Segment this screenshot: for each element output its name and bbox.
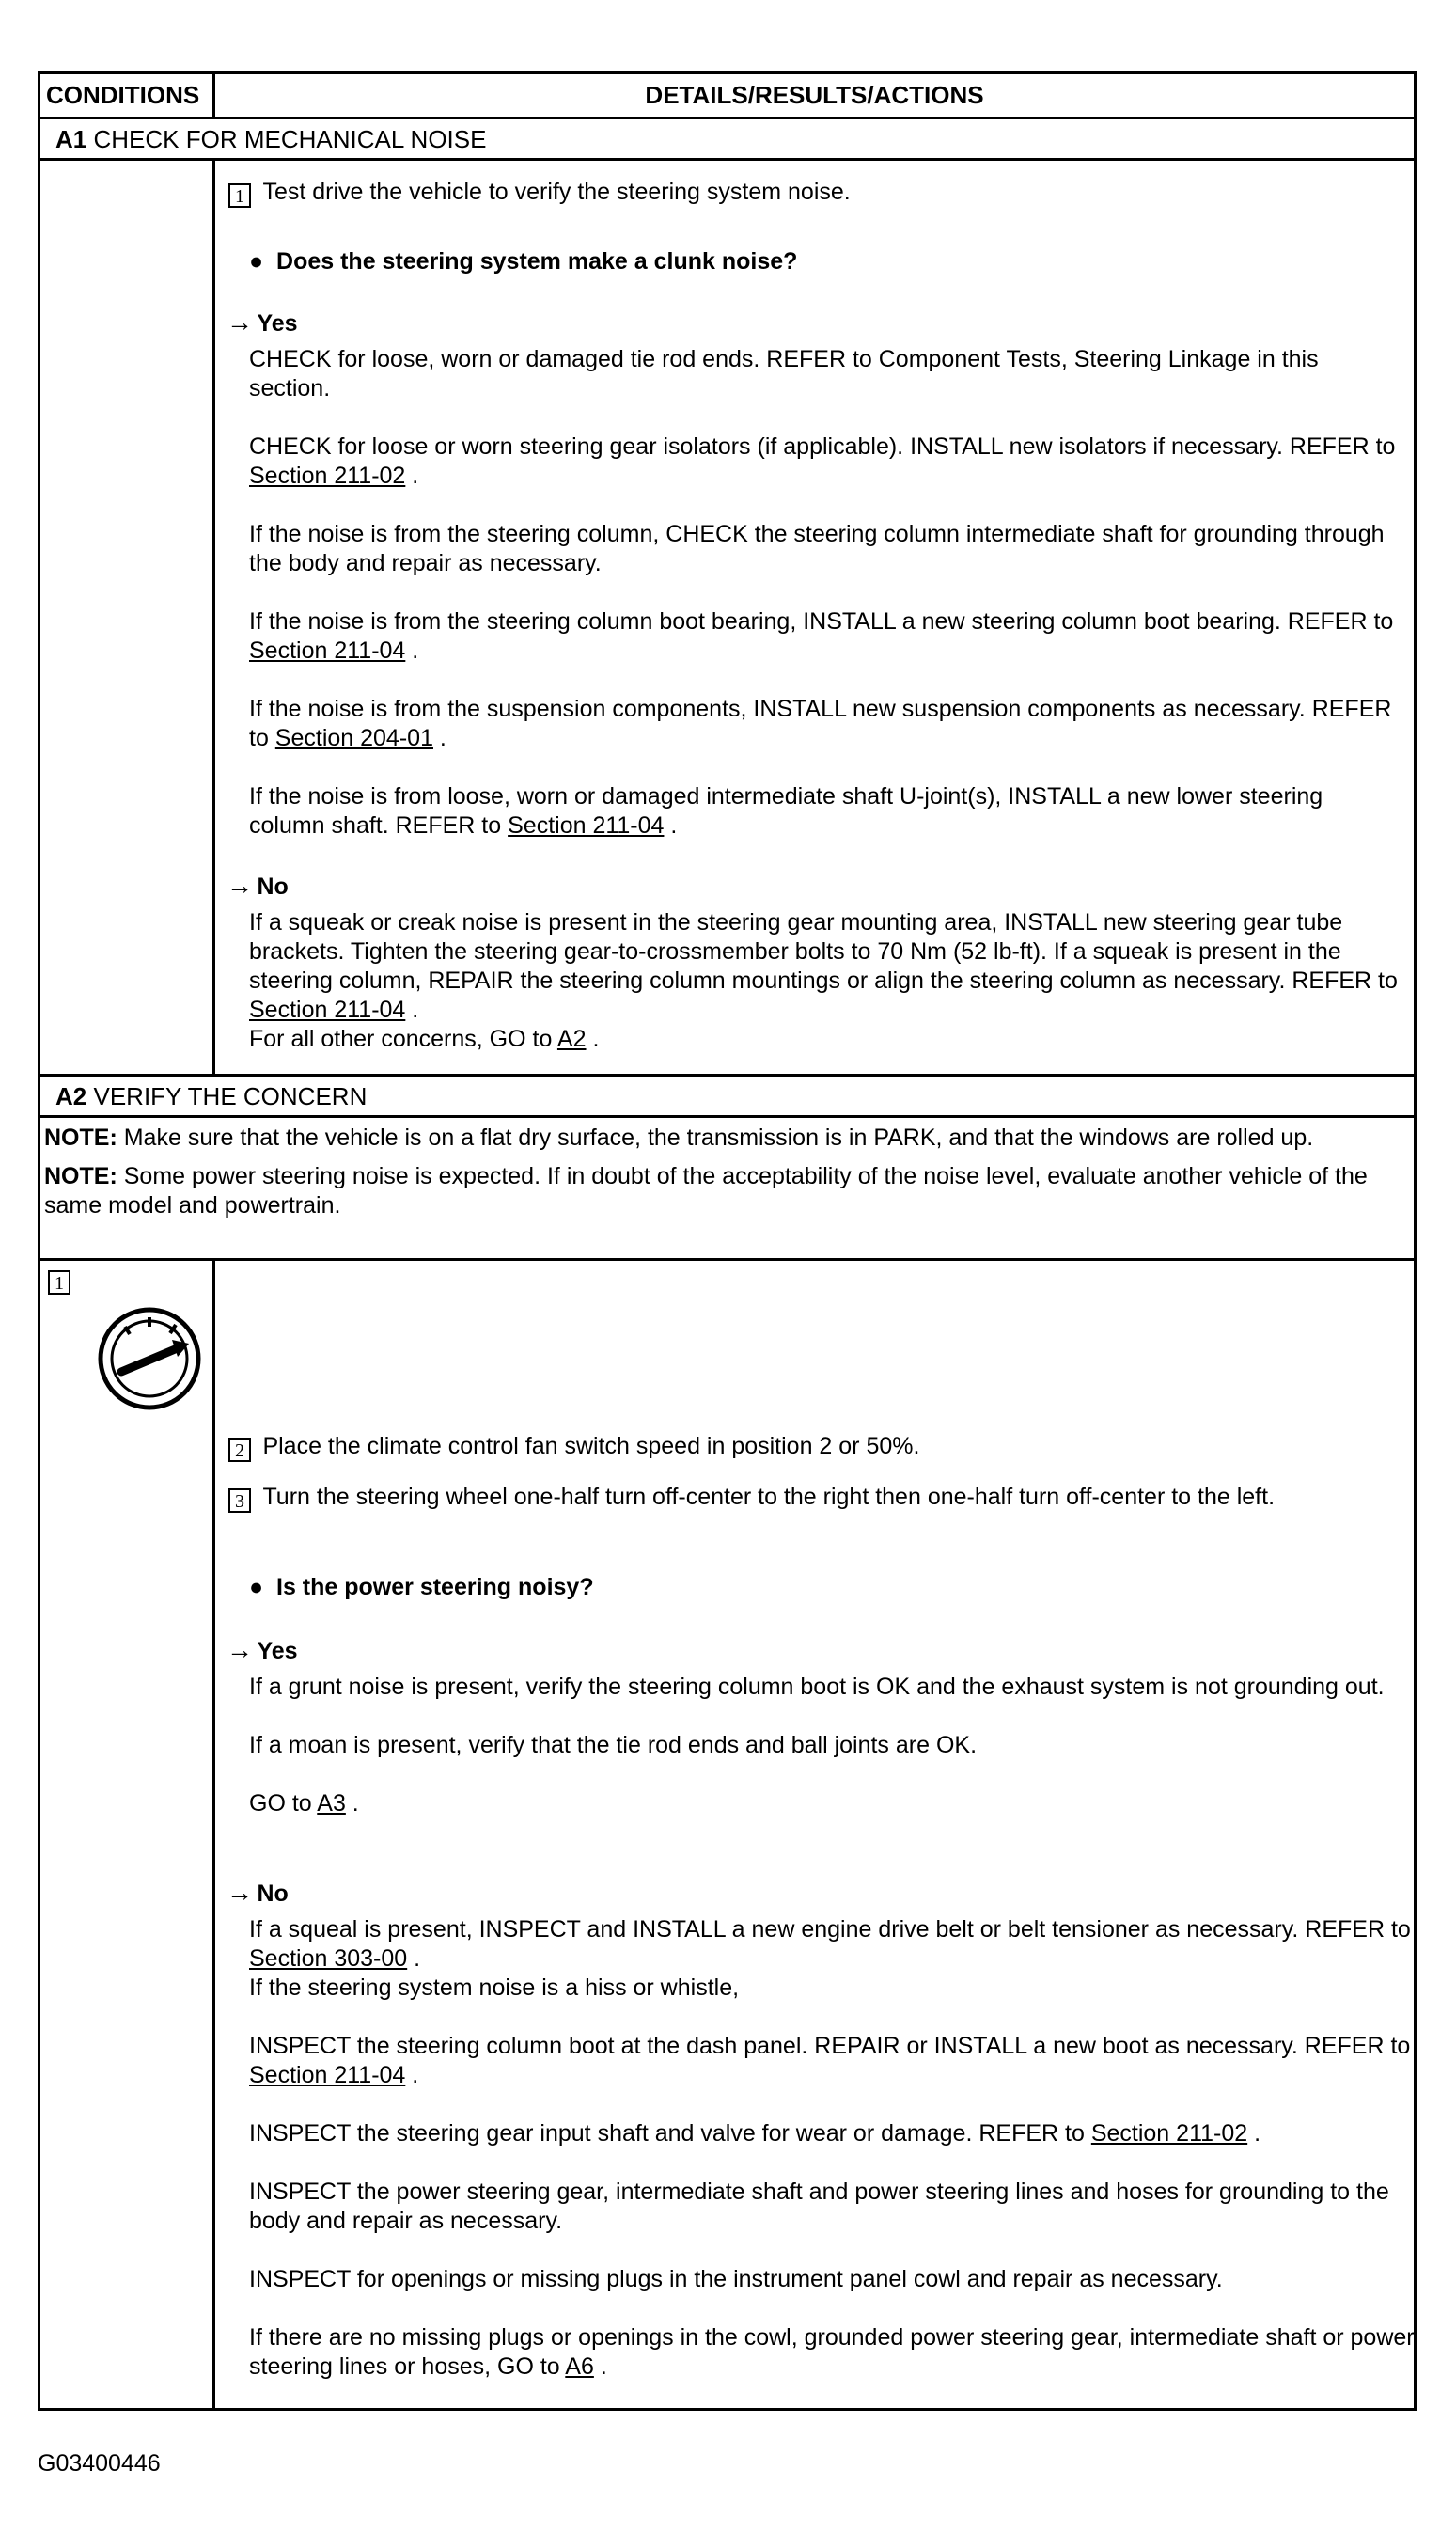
a2-yes-list: [249, 1673, 1396, 1818]
section-a2-header: [40, 1077, 1414, 1118]
a2-step-2: 2 Place the climate control fan switch speed in position 2 or 50%.: [228, 1432, 919, 1462]
a1-yes-list: [249, 345, 1396, 841]
note-1: NOTE: Make sure that the vehicle is on a flat dry surface, the transmission is in PARK, and that the windows are rolled up.: [44, 1125, 1314, 1151]
a2-conditions-cell: [40, 1261, 215, 2408]
table-header: [40, 74, 1414, 119]
a1-yes-item: If the noise is from the suspension components, INSTALL new suspension components as necessary. REFER to Section 204-01 .: [249, 696, 1392, 751]
a1-conditions-cell: [40, 161, 215, 1074]
a1-yes-item: If the noise is from the steering column boot bearing, INSTALL a new steering column boot bearing. REFER to Section 211-04 .: [249, 608, 1394, 664]
section-link[interactable]: Section 211-04: [249, 637, 406, 664]
section-a2-notes: [40, 1118, 1414, 1261]
a1-step-1-text: Test drive the vehicle to verify the steering system noise.: [262, 179, 851, 205]
a2-no-item: INSPECT the power steering gear, intermediate shaft and power steering lines and hoses for grounding to the body and repair as necessary.: [249, 2179, 1389, 2234]
ignition-switch-icon: [97, 1306, 202, 1411]
arrow-icon: →: [227, 871, 253, 900]
section-link[interactable]: Section 211-04: [249, 2062, 406, 2088]
a1-details-cell: [215, 161, 1414, 1074]
a1-question: ● Does the steering system make a clunk noise?: [249, 248, 798, 275]
a2-yes-item: If a moan is present, verify that the tie rod ends and ball joints are OK.: [249, 1732, 978, 1758]
section-a1-body: [40, 161, 1414, 1077]
arrow-icon: →: [227, 307, 253, 337]
diagnostic-table: [38, 71, 1417, 2411]
a1-no-text: If a squeak or creak noise is present in the steering gear mounting area, INSTALL new steering gear tube brackets. Tighten the steering gear-to-crossmember bolts to 70 Nm (52 lb-ft). If a squeak is present in the steering column, REPAIR the steering column mountings or align the steering column as necessary. REFER to Section 211-04 . For all other concerns, GO to A2 .: [249, 909, 1398, 1052]
a2-no-label: No: [257, 1880, 289, 1907]
a2-yes-item: GO to A3 .: [249, 1790, 359, 1817]
a1-yes-item: CHECK for loose, worn or damaged tie rod ends. REFER to Component Tests, Steering Linkage in this section.: [249, 346, 1319, 401]
figure-id: G03400446: [38, 2450, 161, 2477]
goto-link[interactable]: A3: [317, 1790, 346, 1817]
goto-link[interactable]: A2: [556, 1026, 587, 1052]
section-link[interactable]: Section 211-02: [1090, 2120, 1248, 2147]
section-link[interactable]: Section 211-04: [508, 812, 665, 839]
section-a2-code: A2: [55, 1082, 87, 1110]
a2-no-item: INSPECT the steering gear input shaft and valve for wear or damage. REFER to Section 211-02 .: [249, 2120, 1261, 2147]
a1-yes-label: Yes: [257, 310, 298, 337]
a1-no-label-row: [227, 871, 289, 901]
a1-step-1-box: 1: [228, 183, 251, 208]
section-link[interactable]: Section 303-00: [249, 1945, 408, 1972]
details-header: DETAILS/RESULTS/ACTIONS: [645, 81, 984, 109]
a2-no-item: INSPECT for openings or missing plugs in the instrument panel cowl and repair as necessary.: [249, 2266, 1223, 2292]
a2-step-3: 3 Turn the steering wheel one-half turn off-center to the right then one-half turn off-center to the left.: [228, 1483, 1275, 1513]
note-2: NOTE: Some power steering noise is expected. If in doubt of the acceptability of the noise level, evaluate another vehicle of the same model and powertrain.: [44, 1163, 1368, 1219]
a2-yes-label-row: [227, 1635, 298, 1665]
section-link[interactable]: Section 204-01: [274, 725, 433, 751]
a1-yes-label-row: [227, 307, 298, 338]
arrow-icon: →: [227, 1635, 253, 1664]
section-a1-title: CHECK FOR MECHANICAL NOISE: [93, 125, 487, 153]
a2-no-list: If a squeal is present, INSPECT and INSTALL a new engine drive belt or belt tensioner as necessary. REFER to Section 303-00 . If the steering system noise is a hiss or whistle, INSPECT the steering column boot at the dash panel. REPAIR or INSTALL a new boot as necessary. REFER to Section 211-04 . INSPECT the steering gear input shaft and valve for wear or damage. REFER to Section 211-02 . INSPECT the power steering gear, intermediate shaft and power steering lines and hoses for grounding to the body and repair as necessary. INSPECT for openings or missing plugs in the instrument panel cowl and repair as necessary. If there are no missing plugs or openings in the cowl, grounded power steering gear, intermediate shaft or power steering lines or hoses, GO to A6 .: [249, 1916, 1415, 2380]
goto-link[interactable]: A6: [565, 2353, 594, 2380]
a2-no-label-row: [227, 1878, 289, 1908]
a1-no-label: No: [257, 873, 289, 900]
a2-question: ● Is the power steering noisy?: [249, 1574, 594, 1600]
a2-no-item: If there are no missing plugs or openings in the cowl, grounded power steering gear, intermediate shaft or power steering lines or hoses, GO to A6 .: [249, 2324, 1415, 2380]
a2-yes-item: If a grunt noise is present, verify the steering column boot is OK and the exhaust system is not grounding out.: [249, 1674, 1385, 1700]
a1-yes-item: If the noise is from loose, worn or damaged intermediate shaft U-joint(s), INSTALL a new lower steering column shaft. REFER to Section 211-04 .: [249, 783, 1323, 839]
section-link[interactable]: Section 211-04: [249, 997, 406, 1023]
section-a1-code: A1: [55, 125, 87, 153]
a1-yes-item: If the noise is from the steering column, CHECK the steering column intermediate shaft for grounding through the body and repair as necessary.: [249, 521, 1385, 576]
section-a2-body: [40, 1261, 1414, 2408]
a2-step-1-box: 1: [48, 1270, 70, 1295]
a2-no-item: INSPECT the steering column boot at the dash panel. REPAIR or INSTALL a new boot as necessary. REFER to Section 211-04 .: [249, 2033, 1411, 2088]
arrow-icon: →: [227, 1878, 253, 1907]
a1-yes-item: CHECK for loose or worn steering gear isolators (if applicable). INSTALL new isolators if necessary. REFER to Section 211-02 .: [249, 433, 1396, 489]
conditions-header: CONDITIONS: [40, 74, 215, 117]
section-link[interactable]: Section 211-02: [249, 463, 406, 489]
section-a1-header: [40, 119, 1414, 161]
a2-no-item: If the steering system noise is a hiss or whistle,: [249, 1974, 740, 2001]
a2-details-cell: [215, 1261, 1414, 2408]
section-a2-title: VERIFY THE CONCERN: [93, 1082, 368, 1110]
a2-yes-label: Yes: [257, 1638, 298, 1664]
